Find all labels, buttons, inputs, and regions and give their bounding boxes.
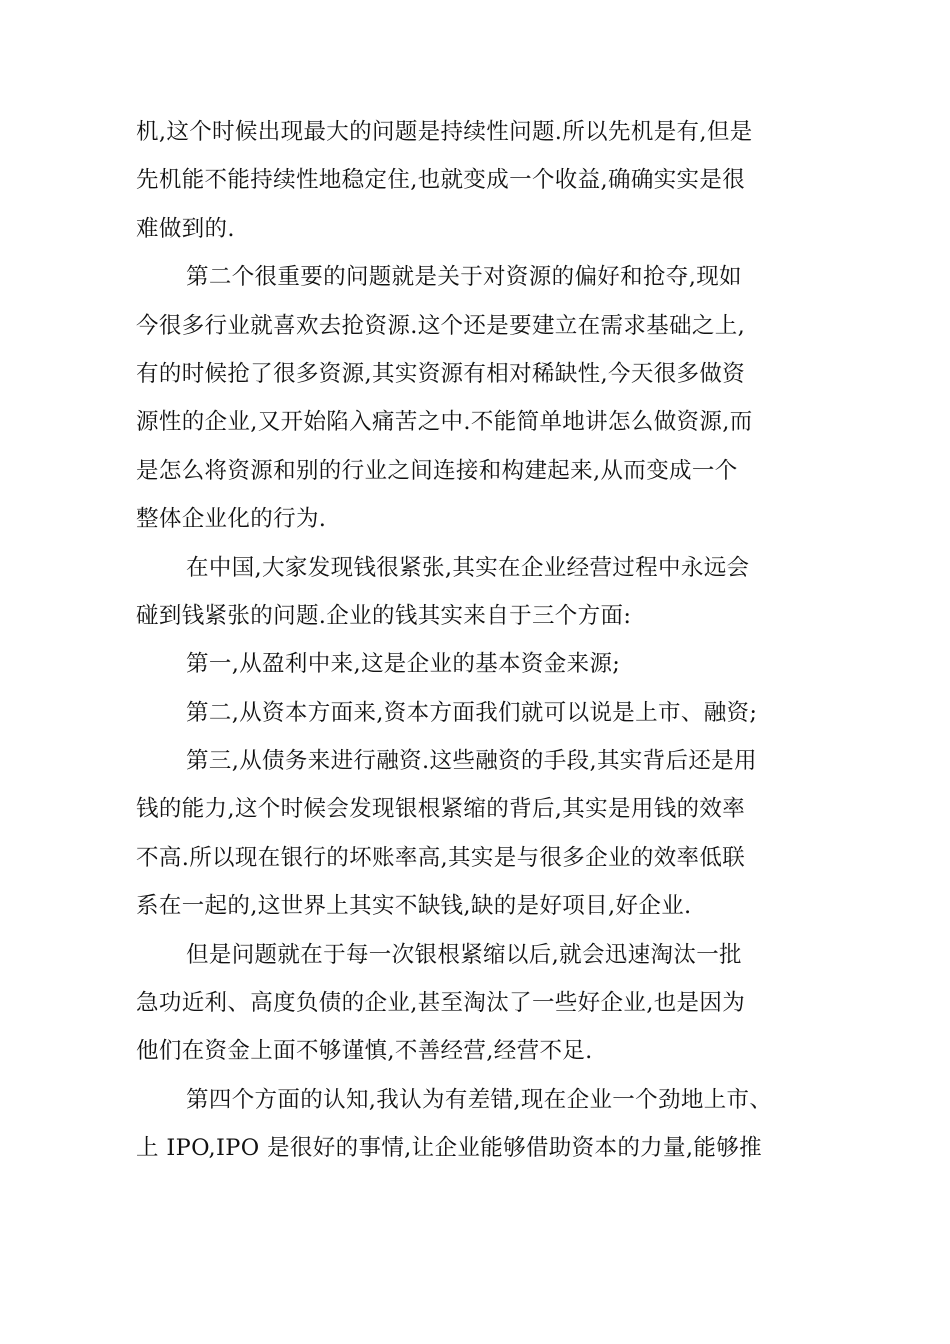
paragraph-first-line: 第二,从资本方面来,资本方面我们就可以说是上市、融资; xyxy=(186,699,758,726)
text-line: 系在一起的,这世界上其实不缺钱,缺的是好项目,好企业. xyxy=(136,893,692,920)
paragraph-first-line: 但是问题就在于每一次银根紧缩以后,就会迅速淘汰一批 xyxy=(186,941,742,968)
text-line: 难做到的. xyxy=(136,215,235,242)
text-line: 钱的能力,这个时候会发现银根紧缩的背后,其实是用钱的效率 xyxy=(136,796,746,823)
paragraph-first-line: 第四个方面的认知,我认为有差错,现在企业一个劲地上市、 xyxy=(186,1086,773,1113)
document-body xyxy=(136,108,826,1173)
text-line: 急功近利、高度负债的企业,甚至淘汰了一些好企业,也是因为 xyxy=(136,990,746,1017)
paragraph-first-line: 第一,从盈利中来,这是企业的基本资金来源; xyxy=(186,651,621,678)
text-line: 先机能不能持续性地稳定住,也就变成一个收益,确确实实是很 xyxy=(136,167,746,194)
text-line: 今很多行业就喜欢去抢资源.这个还是要建立在需求基础之上, xyxy=(136,312,746,339)
text-line: 机,这个时候出现最大的问题是持续性问题.所以先机是有,但是 xyxy=(136,119,753,145)
text-line: 不高.所以现在银行的坏账率高,其实是与很多企业的效率低联 xyxy=(136,844,746,871)
text-line: 上 IPO,IPO 是很好的事情,让企业能够借助资本的力量,能够推 xyxy=(136,1135,762,1162)
paragraph-first-line: 第三,从债务来进行融资.这些融资的手段,其实背后还是用 xyxy=(186,748,757,775)
paragraph-first-line: 第二个很重要的问题就是关于对资源的偏好和抢夺,现如 xyxy=(186,264,742,291)
text-line: 有的时候抢了很多资源,其实资源有相对稀缺性,今天很多做资 xyxy=(136,360,746,387)
text-line: 他们在资金上面不够谨慎,不善经营,经营不足. xyxy=(136,1038,593,1065)
text-line: 是怎么将资源和别的行业之间连接和构建起来,从而变成一个 xyxy=(136,457,738,484)
text-line: 源性的企业,又开始陷入痛苦之中.不能简单地讲怎么做资源,而 xyxy=(136,409,753,436)
text-line: 碰到钱紧张的问题.企业的钱其实来自于三个方面: xyxy=(136,602,632,629)
text-line: 整体企业化的行为. xyxy=(136,506,327,533)
paragraph-first-line: 在中国,大家发现钱很紧张,其实在企业经营过程中永远会 xyxy=(186,554,750,581)
